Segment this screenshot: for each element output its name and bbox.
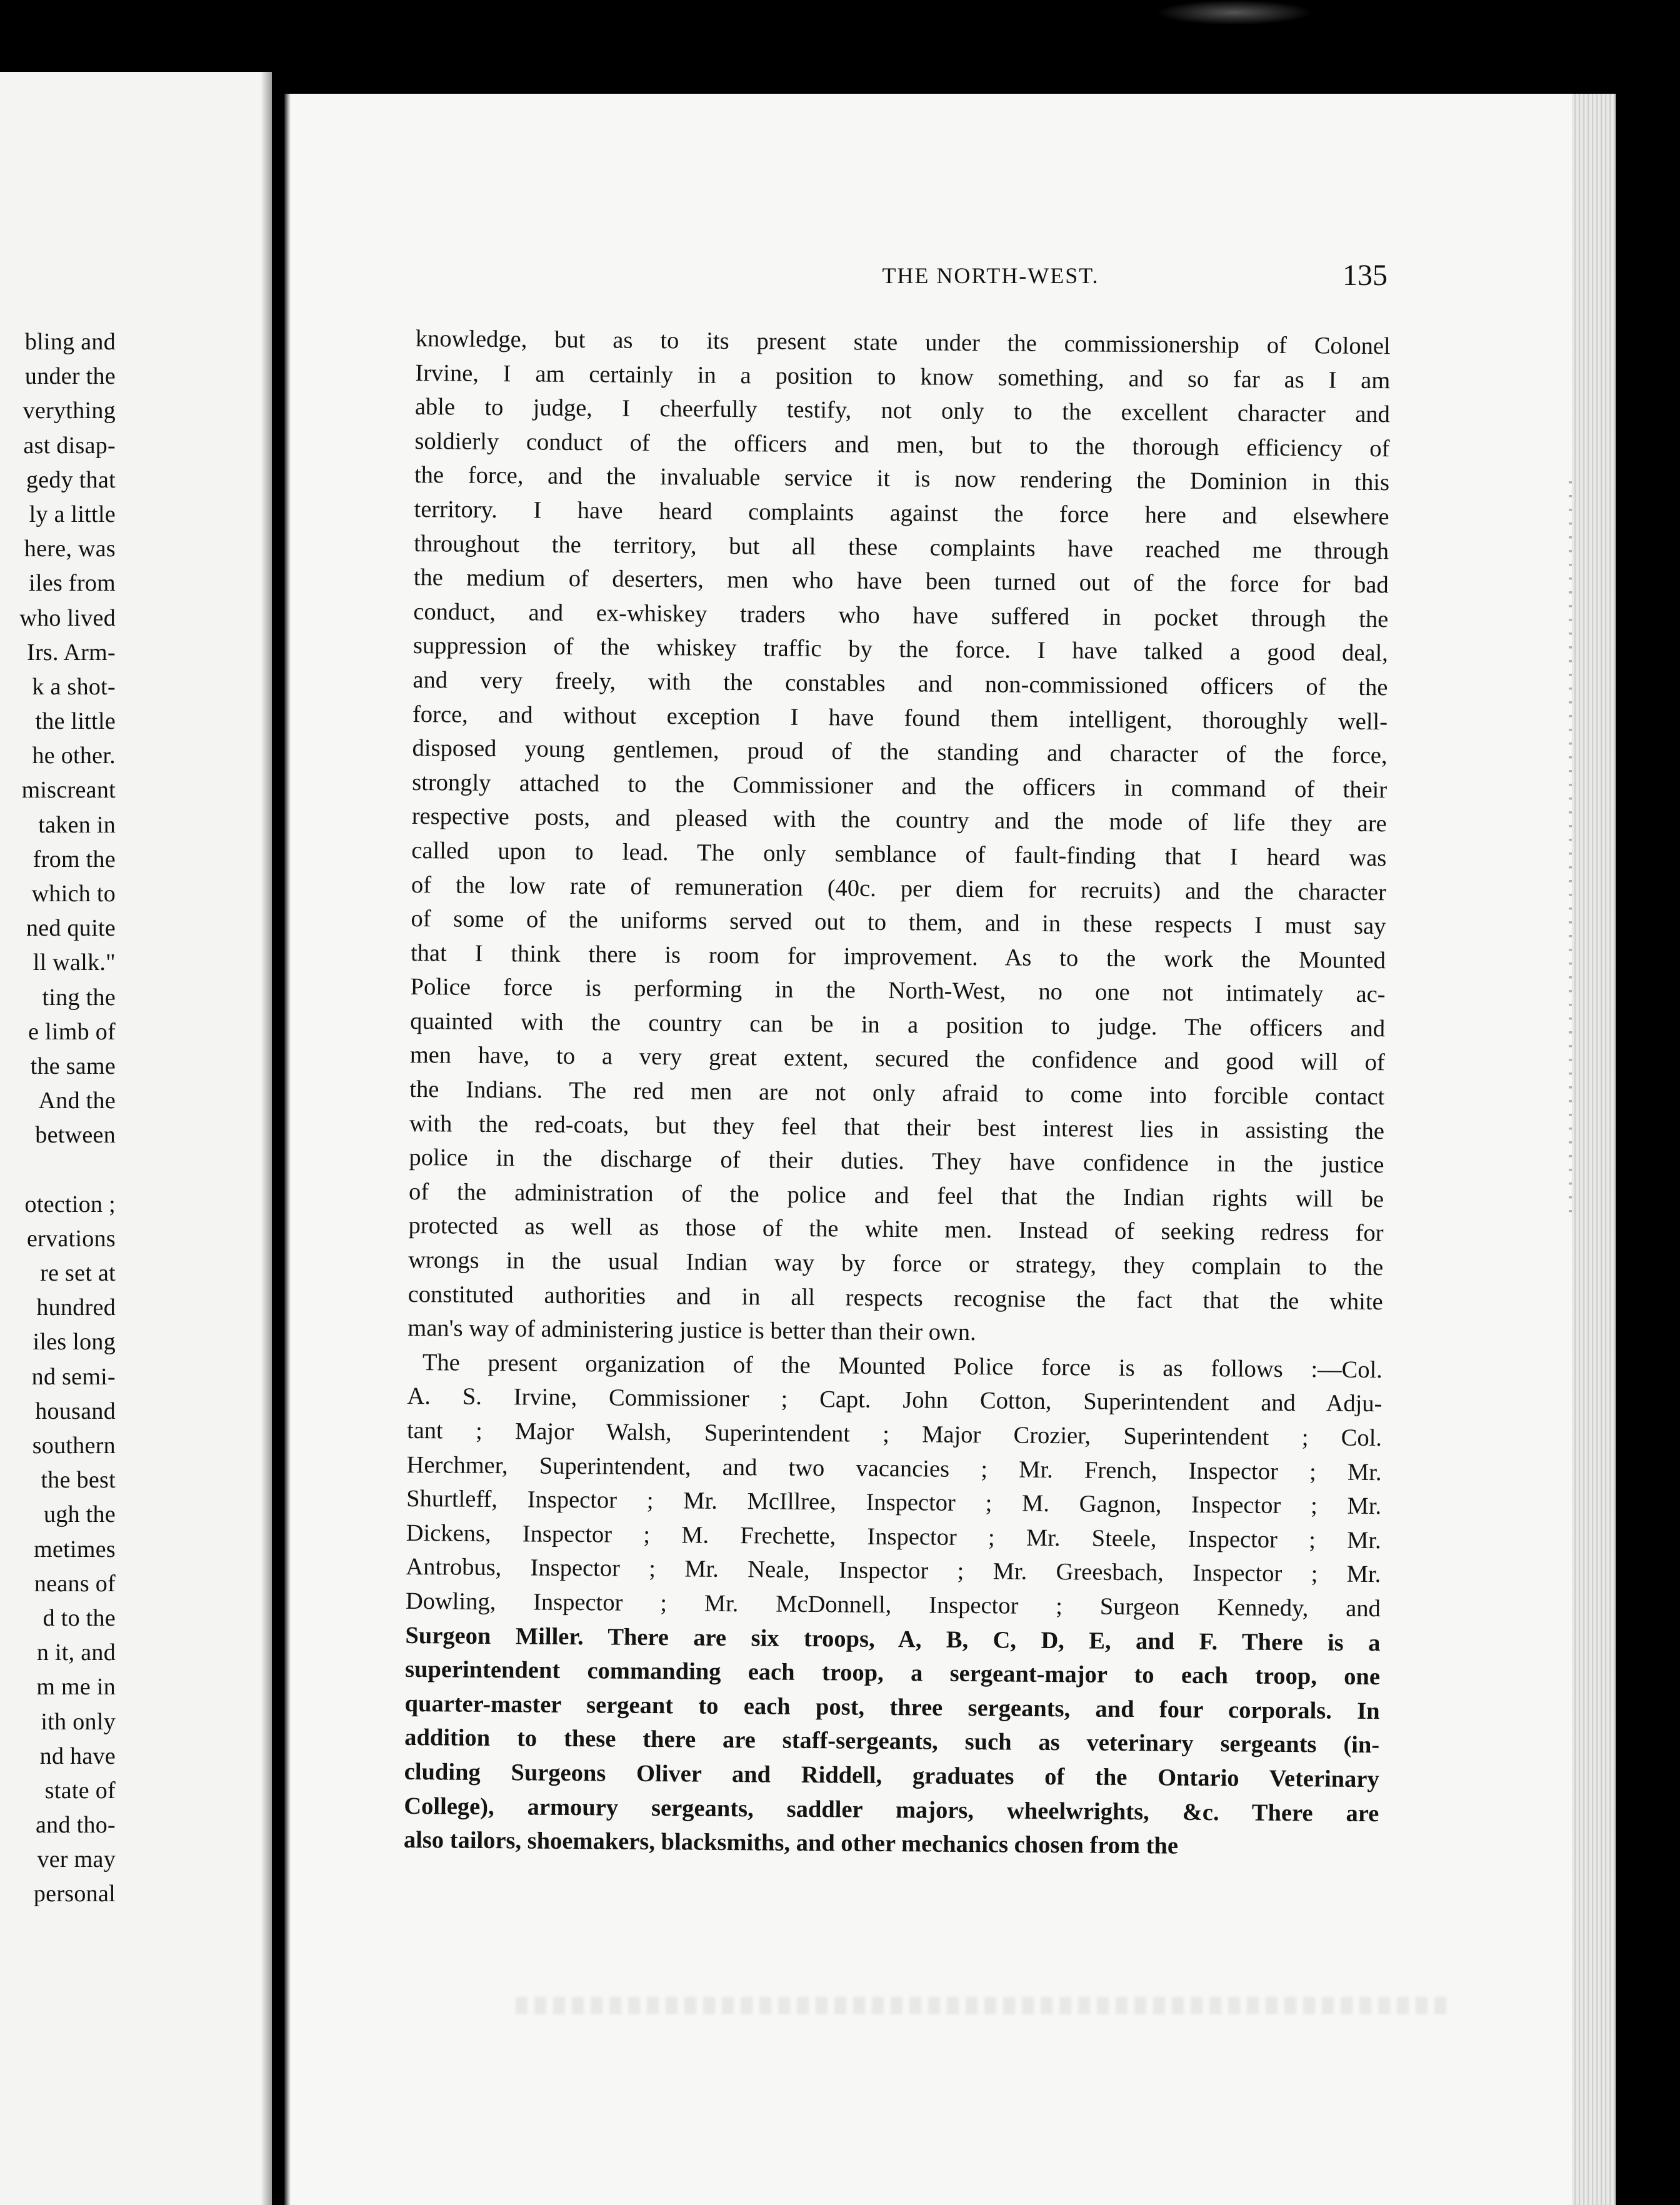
text-line: territory. I have heard complaints against the force here and elsewhere (414, 496, 1389, 531)
text-line: protected as well as those of the white men. Instead of seeking redress for (408, 1212, 1384, 1247)
left-text-line: between (35, 1122, 116, 1149)
left-text-line: state of (44, 1777, 116, 1804)
left-text-line: nd semi- (31, 1363, 116, 1390)
left-text-line: n it, and (36, 1639, 116, 1666)
left-text-line: ll walk." (32, 949, 116, 976)
text-line: throughout the territory, but all these complaints have reached me through (414, 530, 1389, 564)
text-line: wrongs in the usual Indian way by force or strategy, they complain to the (408, 1246, 1384, 1281)
left-text-line: d to the (42, 1604, 116, 1631)
page-block-edge (1572, 94, 1616, 2205)
text-line: superintendent commanding each troop, a sergeant-major to each troop, one (404, 1656, 1381, 1691)
text-line: the force, and the invaluable service it is now rendering the Dominion in this (414, 462, 1390, 496)
text-line: called upon to lead. The only semblance of fault-finding that I heard was (411, 837, 1387, 872)
text-line: suppression of the whiskey traffic by the force. I have talked a good deal, (412, 632, 1389, 667)
left-text-line: he other. (32, 742, 116, 769)
left-page-text (0, 325, 116, 1912)
left-text-line: the little (35, 708, 116, 735)
left-text-line: miscreant (21, 777, 116, 804)
text-line: constituted authorities and in all respects recognise the fact that the white (408, 1281, 1383, 1315)
left-text-line (0, 1153, 116, 1188)
text-line: Dickens, Inspector ; M. Frechette, Inspector ; Mr. Steele, Inspector ; Mr. (406, 1519, 1381, 1554)
left-text-line: ver may (37, 1846, 116, 1873)
left-text-line: nd have (39, 1742, 116, 1769)
left-text-line: ervations (27, 1225, 116, 1252)
left-text-line: And the (38, 1088, 116, 1114)
text-line: addition to these there are staff-sergeants, such as veterinary sergeants (in- (404, 1724, 1380, 1759)
left-text-line: here, was (24, 536, 116, 562)
text-line: of the administration of the police and feel that the Indian rights will be (408, 1178, 1384, 1213)
text-line: The present organization of the Mounted Police force is as follows :—Col. (422, 1349, 1383, 1384)
left-text-line: housand (35, 1398, 116, 1424)
left-text-line: otection ; (24, 1191, 116, 1218)
left-page (0, 72, 272, 2205)
left-text-line: gedy that (26, 466, 116, 493)
text-line: men have, to a very great extent, secured the confidence and good will of (409, 1042, 1385, 1076)
left-text-line: iles long (32, 1329, 116, 1356)
text-line: quarter-master sergeant to each post, three sergeants, and four corporals. In (404, 1690, 1380, 1724)
text-line: knowledge, but as to its present state under the commissionership of Colonel (415, 325, 1391, 360)
left-text-line: ith only (41, 1708, 116, 1735)
text-line: able to judge, I cheerfully testify, not only to the excellent character and (414, 394, 1391, 428)
text-line: Irvine, I am certainly in a position to know something, and so far as I am (415, 359, 1391, 394)
left-text-line: taken in (38, 811, 116, 838)
text-line: soldierly conduct of the officers and men, but to the thorough efficiency of (414, 428, 1390, 462)
show-through-text (516, 1997, 1453, 2014)
left-text-line: the same (30, 1052, 116, 1079)
left-text-line: ting the (42, 984, 116, 1011)
left-text-line: ly a little (29, 501, 116, 528)
text-line: A. S. Irvine, Commissioner ; Capt. John Cotton, Superintendent and Adju- (407, 1383, 1382, 1418)
gutter-shadow (261, 72, 272, 2205)
left-text-line: which to (31, 881, 116, 907)
left-text-line: re set at (40, 1260, 116, 1287)
gutter-edge (284, 94, 291, 2205)
left-text-line: who lived (19, 604, 116, 631)
text-line: police in the discharge of their duties. They have confidence in the justice (409, 1144, 1384, 1179)
right-page (284, 94, 1616, 2205)
left-text-line: ast disap- (23, 432, 116, 459)
left-text-line: the best (41, 1467, 116, 1494)
text-line: the Indians. The red men are not only afraid to come into forcible contact (409, 1076, 1385, 1111)
left-text-line: e limb of (28, 1018, 116, 1045)
left-text-line: personal (33, 1881, 116, 1908)
page-number: 135 (1342, 259, 1388, 292)
text-line: that I think there is room for improvement. As to the work the Mounted (410, 939, 1386, 974)
text-line: with the red-coats, but they feel that their best interest lies in assisting the (409, 1110, 1385, 1144)
text-line: Antrobus, Inspector ; Mr. Neale, Inspector ; Mr. Greesbach, Inspector ; Mr. (406, 1554, 1381, 1588)
text-line: Shurtleff, Inspector ; Mr. McIllree, Inspector ; M. Gagnon, Inspector ; Mr. (406, 1486, 1382, 1520)
left-text-line: neans of (34, 1570, 116, 1597)
text-line: force, and without exception I have found them intelligent, thoroughly well- (412, 701, 1388, 735)
left-text-line: ned quite (26, 915, 116, 942)
text-line: respective posts, and pleased with the country and the mode of life they are (411, 803, 1387, 838)
text-line: the medium of deserters, men who have been turned out of the force for bad (413, 564, 1389, 599)
text-line: and very freely, with the constables and non-commissioned officers of the (412, 666, 1388, 701)
text-line: Police force is performing in the North-West, no one not intimately ac- (410, 974, 1386, 1008)
left-text-line: Irs. Arm- (26, 639, 116, 666)
text-line: conduct, and ex-whiskey traders who have suffered in pocket through the (413, 598, 1389, 632)
left-text-line: iles from (29, 570, 116, 597)
left-text-line: verything (22, 398, 116, 424)
left-text-line: metimes (34, 1536, 116, 1562)
text-line: Herchmer, Superintendent, and two vacancies ; Mr. French, Inspector ; Mr. (406, 1451, 1382, 1486)
left-text-line: ugh the (43, 1501, 116, 1528)
text-line: cluding Surgeons Oliver and Riddell, graduates of the Ontario Veterinary (404, 1758, 1379, 1793)
text-line: Dowling, Inspector ; Mr. McDonnell, Inspector ; Surgeon Kennedy, and (405, 1588, 1381, 1622)
scan-smudge (1156, 0, 1312, 25)
body-text (404, 322, 1391, 1865)
text-line: tant ; Major Walsh, Superintendent ; Major Crozier, Superintendent ; Col. (406, 1417, 1382, 1452)
left-text-line: k a shot- (32, 673, 116, 700)
left-text-line: southern (32, 1432, 116, 1459)
left-text-line: and tho- (36, 1812, 116, 1839)
left-text-line: hundred (36, 1294, 116, 1321)
text-line: also tailors, shoemakers, blacksmiths, and other mechanics chosen from the (403, 1827, 1179, 1859)
left-text-line: under the (24, 363, 116, 390)
text-line: quainted with the country can be in a position to judge. The officers and (410, 1008, 1386, 1042)
text-line: man's way of administering justice is better than their own. (408, 1315, 976, 1346)
text-line: Surgeon Miller. There are six troops, A, B, C, D, E, and F. There is a (405, 1622, 1381, 1656)
text-line: College), armoury sergeants, saddler majors, wheelwrights, &c. There are (404, 1792, 1379, 1827)
left-text-line: m me in (36, 1674, 116, 1701)
text-line: strongly attached to the Commissioner and the officers in command of their (412, 769, 1388, 803)
text-line: disposed young gentlemen, proud of the standing and character of the force, (412, 735, 1388, 769)
running-head: THE NORTH-WEST. (882, 263, 1099, 288)
text-line: of the low rate of remuneration (40c. per diem for recruits) and the character (411, 871, 1387, 906)
left-text-line: bling and (24, 329, 116, 355)
left-text-line: from the (32, 846, 116, 872)
text-line: of some of the uniforms served out to them, and in these respects I must say (411, 906, 1386, 940)
